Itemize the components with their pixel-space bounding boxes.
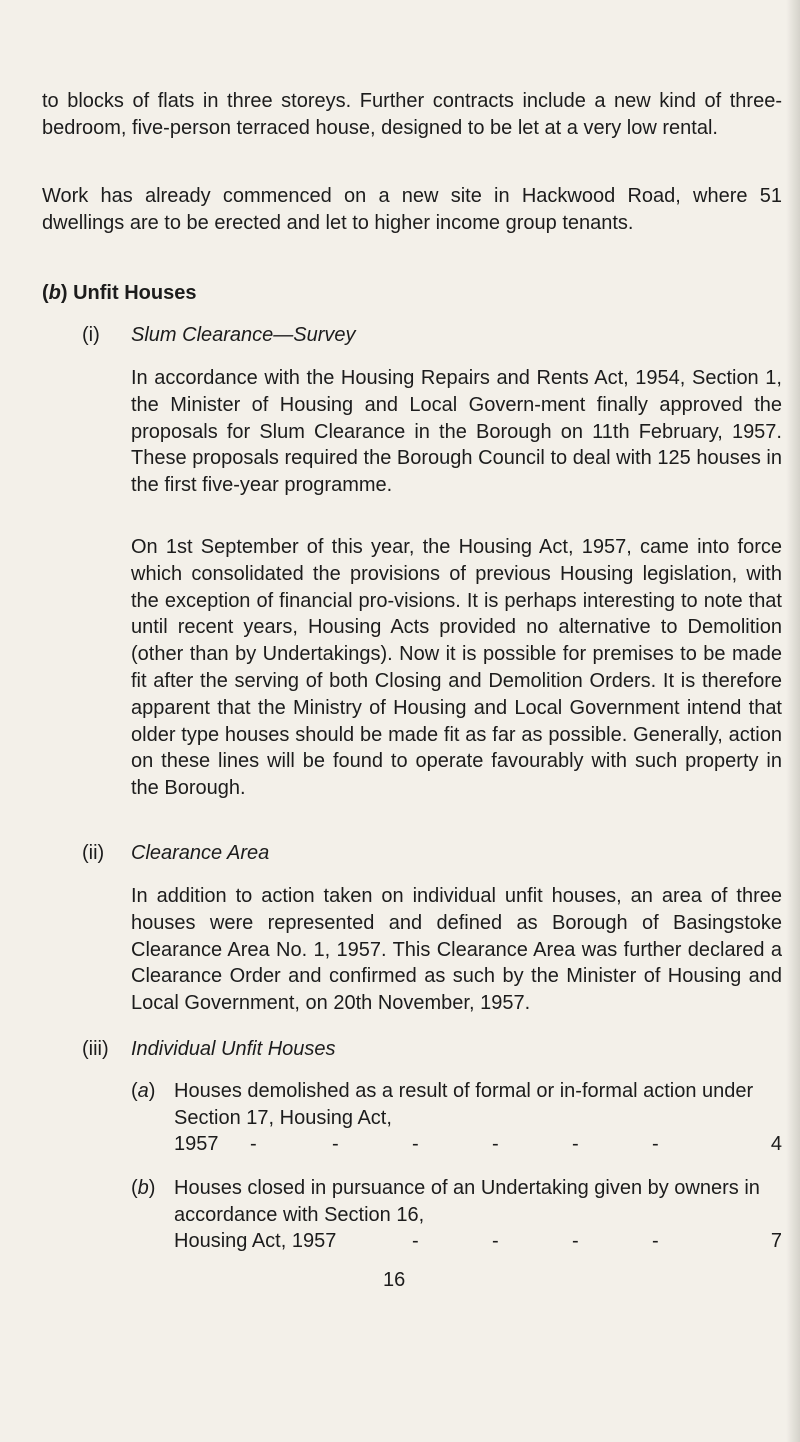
item-text-closed: Houses closed in pursuance of an Undertaking given by owners in accordance with Section 16, — [174, 1177, 760, 1226]
leader-dash: - — [572, 1230, 579, 1252]
leader-dash: - — [492, 1230, 499, 1252]
leader-dash: - — [332, 1133, 339, 1155]
paragraph-flats-contracts: to blocks of flats in three storeys. Further contracts include a new kind of three-bedroom, five-person terraced house, designed to be let at a very low rental. — [42, 90, 782, 139]
leader-dash: - — [652, 1133, 659, 1155]
leader-dash: - — [412, 1133, 419, 1155]
item-letter-a: (a) — [131, 1080, 156, 1102]
item-row-closed — [174, 1228, 782, 1254]
item-letter-b: (b) — [131, 1177, 156, 1199]
item-row-demolished — [174, 1131, 782, 1157]
subsection-number-i: (i) — [82, 324, 100, 346]
leader-dash: - — [412, 1230, 419, 1252]
subsection-number-iii: (iii) — [82, 1038, 109, 1060]
item-row-label: Housing Act, 1957 — [174, 1230, 337, 1252]
subsection-title-clearance-area: Clearance Area — [131, 842, 270, 864]
page-edge-shadow — [786, 0, 800, 1442]
subsection-title-slum-clearance: Slum Clearance—Survey — [131, 324, 356, 346]
page-number: 16 — [383, 1269, 406, 1291]
leader-dash: - — [250, 1133, 257, 1155]
item-row-label: 1957 — [174, 1133, 219, 1155]
subsection-title-individual-unfit: Individual Unfit Houses — [131, 1038, 336, 1060]
section-heading-unfit-houses: (b) Unfit Houses — [42, 282, 197, 304]
section-title: Unfit Houses — [73, 282, 197, 304]
paragraph-slum-clearance-approval: In accordance with the Housing Repairs and Rents Act, 1954, Section 1, the Minister of Housing and Local Govern-ment finally approved the proposals for Slum Clearance in the Borough on 11th February, 1957. These proposals required the Borough Council to deal with 125 houses in the first five-year programme. — [131, 367, 782, 497]
item-text-demolished: Houses demolished as a result of formal or in-formal action under Section 17, Housing Act, — [174, 1080, 754, 1129]
item-letter-b-text: b — [137, 1177, 149, 1199]
item-value-demolished: 4 — [770, 1133, 782, 1155]
subsection-number-ii: (ii) — [82, 842, 105, 864]
item-value-closed: 7 — [770, 1230, 782, 1252]
paragraph-clearance-area: In addition to action taken on individual unfit houses, an area of three houses were represented and defined as Borough of Basingstoke Clearance Area No. 1, 1957. This Clearance Area was further declared a Clearance Order and confirmed as such by the Minister of Housing and Local Government, on 20th November, 1957. — [131, 885, 782, 1015]
paragraph-hackwood-road: Work has already commenced on a new site in Hackwood Road, where 51 dwellings are to be erected and let to higher income group tenants. — [42, 185, 782, 234]
leader-dash: - — [492, 1133, 499, 1155]
section-letter: b — [48, 282, 61, 304]
leader-dash: - — [652, 1230, 659, 1252]
paragraph-housing-act-1957: On 1st September of this year, the Housing Act, 1957, came into force which consolidated the provisions of previous Housing legislation, with the exception of financial pro-visions. It is perhaps interesting to note that until recent years, Housing Acts provided no alternative to Demolition (other than by Undertakings). Now it is possible for premises to be made fit after the serving of both Closing and Demolition Orders. It is therefore apparent that the Ministry of Housing and Local Government intend that older type houses should be made fit as far as possible. Generally, action on these lines will be found to operate favourably with such property in the Borough. — [131, 536, 782, 800]
item-letter-a-text: a — [137, 1080, 149, 1102]
leader-dash: - — [572, 1133, 579, 1155]
